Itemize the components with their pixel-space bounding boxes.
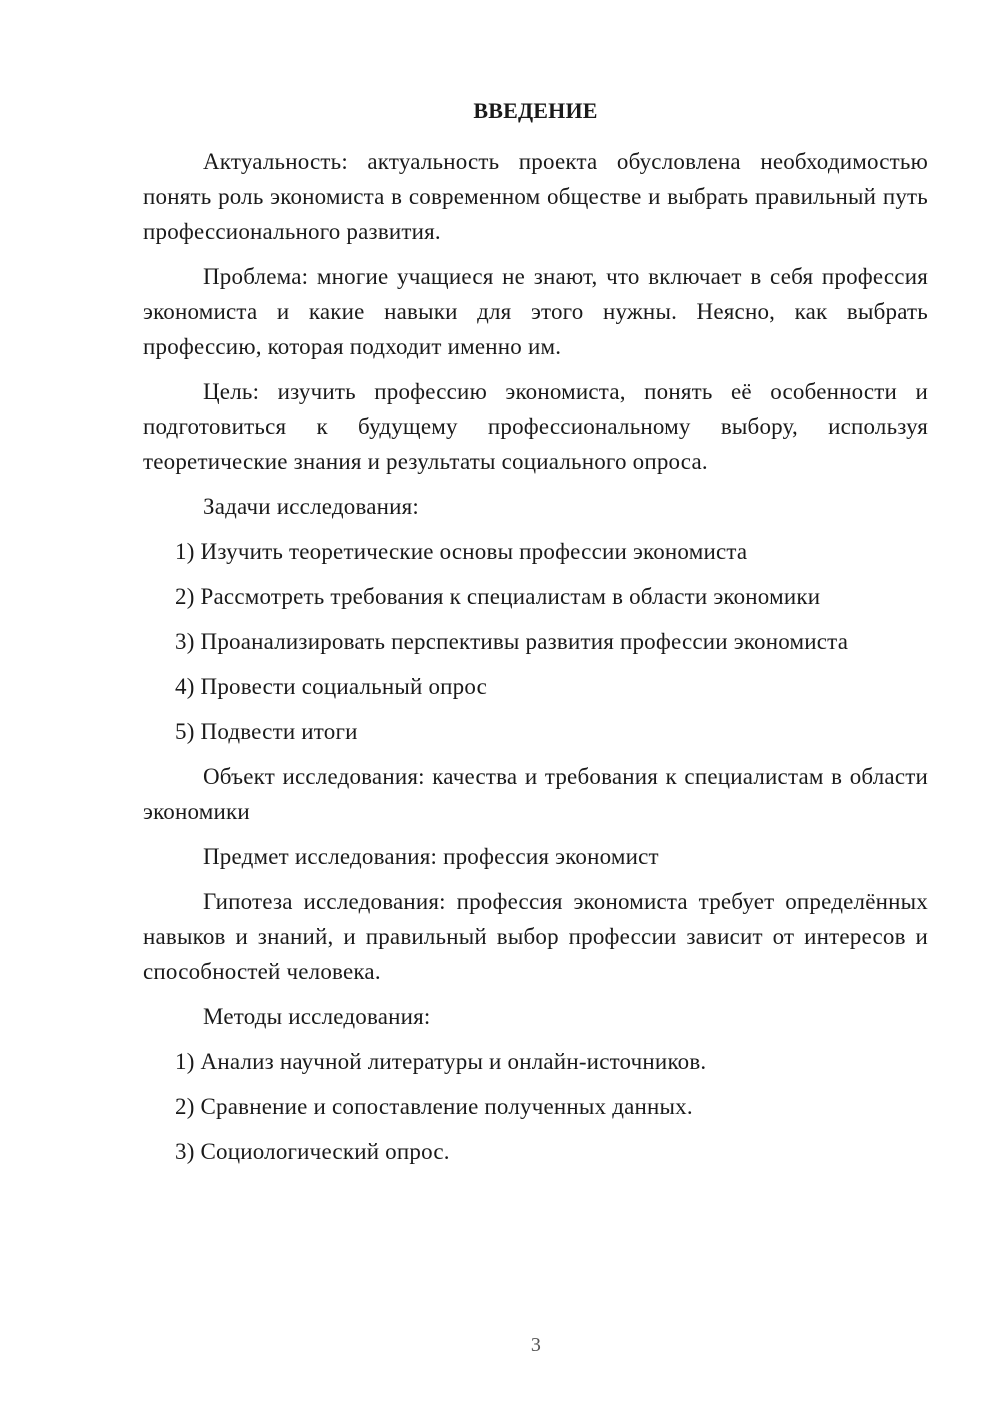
task-item: 5) Подвести итоги bbox=[175, 719, 358, 744]
method-item: 2) Сравнение и сопоставление полученных данных. bbox=[175, 1094, 693, 1119]
subject-paragraph: Предмет исследования: профессия экономист bbox=[203, 844, 659, 869]
methods-list bbox=[143, 1044, 928, 1169]
hypothesis-paragraph: Гипотеза исследования: профессия экономиста требует определённых навыков и знаний, и правильный выбор профессии зависит от интересов и способностей человека. bbox=[143, 889, 928, 984]
task-item: 4) Провести социальный опрос bbox=[175, 674, 488, 699]
method-item: 1) Анализ научной литературы и онлайн-источников. bbox=[175, 1049, 707, 1074]
task-item: 3) Проанализировать перспективы развития профессии экономиста bbox=[175, 629, 849, 654]
tasks-label: Задачи исследования: bbox=[203, 494, 420, 519]
problem-paragraph: Проблема: многие учащиеся не знают, что включает в себя профессия экономиста и какие навыки для этого нужны. Неясно, как выбрать профессию, которая подходит именно им. bbox=[143, 264, 928, 359]
method-item: 3) Социологический опрос. bbox=[175, 1139, 450, 1164]
object-paragraph: Объект исследования: качества и требования к специалистам в области экономики bbox=[143, 764, 928, 824]
page-number: 3 bbox=[530, 1334, 542, 1356]
methods-label: Методы исследования: bbox=[203, 1004, 431, 1029]
task-item: 2) Рассмотреть требования к специалистам в области экономики bbox=[175, 584, 821, 609]
document-body bbox=[143, 144, 928, 1179]
page-title: ВВЕДЕНИЕ bbox=[473, 98, 598, 123]
tasks-list bbox=[143, 534, 928, 749]
task-item: 1) Изучить теоретические основы профессии экономиста bbox=[175, 539, 748, 564]
relevance-paragraph: Актуальность: актуальность проекта обусловлена необходимостью понять роль экономиста в современном обществе и выбрать правильный путь профессионального развития. bbox=[143, 149, 928, 244]
goal-paragraph: Цель: изучить профессию экономиста, понять её особенности и подготовиться к будущему профессиональному выбору, используя теоретические знания и результаты социального опроса. bbox=[143, 379, 928, 474]
